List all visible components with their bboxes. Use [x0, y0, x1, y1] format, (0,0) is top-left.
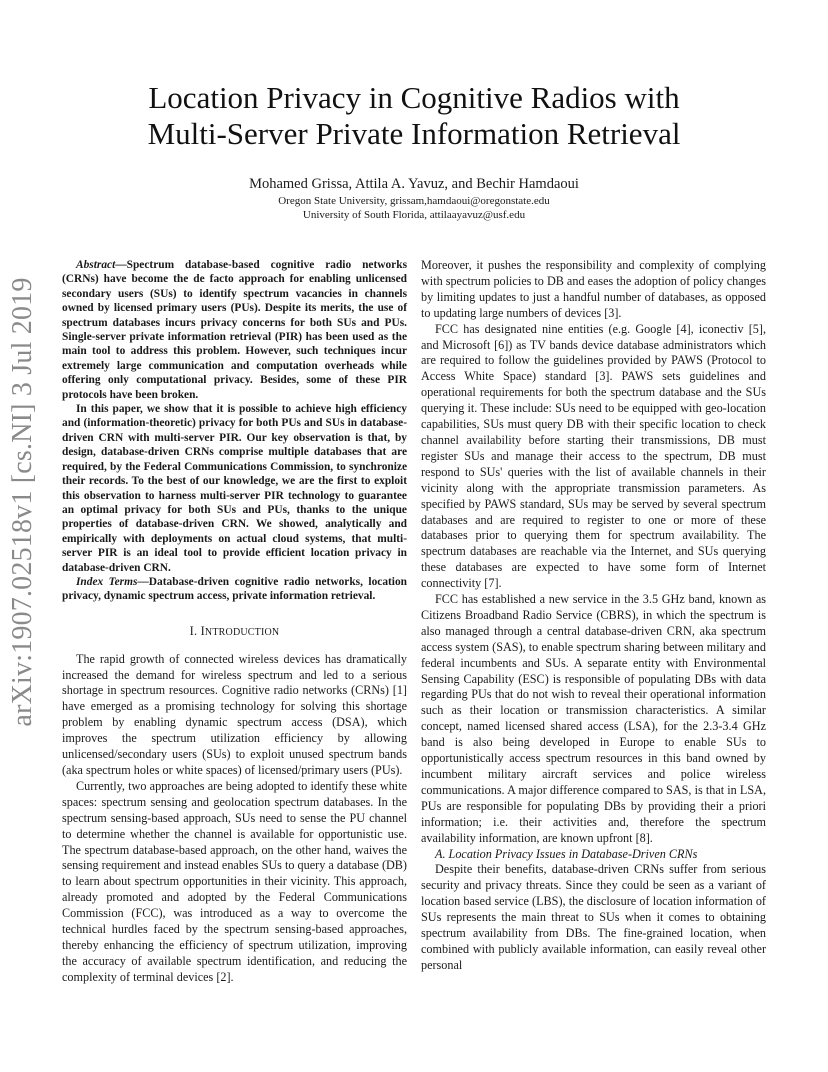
abstract-paragraph-1: —Spectrum database-based cognitive radio networks (CRNs) have become the de facto approach for enabling unlicensed secondary users (SUs) to identify spectrum vacancies in channels owned by licensed primary users (PUs). Despite its merits, the use of spectrum databases incurs privacy concerns for both SUs and PUs. Single-server private information retrieval (PIR) has been used as the main tool to address this problem. However, such techniques incur extremely large communication and computation overheads while offering only computational privacy. Besides, some of these PIR protocols have been broken. [62, 259, 407, 401]
subsection-heading-location-privacy: A. Location Privacy Issues in Database-Driven CRNs [435, 846, 698, 861]
intro-paragraph-2: Currently, two approaches are being adopted to identify these white spaces: spectrum sensing and geolocation spectrum databases. In the spectrum sensing-based approach, SUs need to sense the PU channel to determine whether the channel is available for opportunistic use. The spectrum database-based approach, on the other hand, waives the sensing requirement and instead enables SUs to query a database (DB) to learn about spectrum opportunities in their vicinity. This approach, already promoted and adopted by the Federal Communications Commission (FCC), was introduced as a way to overcome the technical hurdles faced by the spectrum sensing-based approaches, thereby enhancing the efficiency of spectrum utilization, improving the accuracy of available spectrum identification, and reducing the complexity of terminal devices [2]. [62, 778, 407, 984]
affiliation-1: Oregon State University, grissam,hamdaoui@oregonstate.edu [278, 195, 550, 207]
abstract-label: Abstract [76, 259, 116, 271]
intro-paragraph-1: The rapid growth of connected wireless devices has dramatically increased the demand for wireless spectrum and led to a serious shortage in spectrum resources. Cognitive radio networks (CRNs) [1] have emerged as a promising technology for solving this shortage problem by enabling dynamic spectrum access (DSA), which improves the spectrum utilization efficiency by allowing unlicensed/secondary users (SUs) to exploit unused spectrum bands (aka spectrum holes or white spaces) of licensed/primary users (PUs). [62, 651, 407, 777]
authors: Mohamed Grissa, Attila A. Yavuz, and Bechir Hamdaoui [249, 176, 579, 192]
section-heading-introduction: I. INTRODUCTION [189, 623, 280, 638]
right-paragraph-1: Moreover, it pushes the responsibility and complexity of complying with spectrum policies to DB and eases the adoption of policy changes by limiting updates to just a handful number of databases, as opposed to updating large numbers of devices [3]. [421, 258, 766, 320]
abstract [62, 258, 407, 604]
title-line-2: Multi-Server Private Information Retrieval [147, 116, 681, 151]
title-line-1: Location Privacy in Cognitive Radios with [148, 80, 680, 115]
arxiv-stamp-text: arXiv:1907.02518v1 [cs.NI] 3 Jul 2019 [7, 277, 38, 727]
index-terms-label: Index Terms [76, 575, 138, 588]
index-terms: —Database-driven cognitive radio networks, location privacy, dynamic spectrum access, private information retrieval. [62, 575, 407, 603]
arxiv-stamp [4, 277, 42, 727]
left-column [62, 258, 407, 986]
abstract-paragraph-2: In this paper, we show that it is possible to achieve high efficiency and (information-theoretic) privacy for both PUs and SUs in database-driven CRN with multi-server PIR. Our key observation is that, by design, database-driven CRNs comprise multiple databases that are required, by the Federal Communications Commission, to synchronize their records. To the best of our knowledge, we are the first to exploit this observation to harness multi-server PIR technology to guarantee an optimal privacy for both SUs and PUs, thanks to the unique properties of database-driven CRN. We showed, analytically and empirically with deployments on actual cloud systems, that multi-server PIR is an ideal tool to provide efficient location privacy in database-driven CRN. [62, 403, 407, 574]
paper-title [60, 80, 768, 152]
right-paragraph-4: Despite their benefits, database-driven CRNs suffer from serious security and privacy threats. Since they could be seen as a variant of location based service (LBS), the disclosure of location information of SUs represents the main threat to SUs when it comes to obtaining spectrum availability from DBs. The fine-grained location, when combined with publicly available information, can easily reveal other personal [421, 862, 766, 972]
right-paragraph-3: FCC has established a new service in the 3.5 GHz band, known as Citizens Broadband Radio Service (CBRS), in which the spectrum is also managed through a central database-driven CRN, aka spectrum access system (SAS), to enable spectrum sharing between military and federal incumbents and SUs. A separate entity with Environmental Sensing Capability (ESC) is responsible of populating DBs with data regarding PUs that do not wish to reveal their operational information such as their location or transmission characteristics. A similar concept, named licensed shared access (LSA), for the 2.3-3.4 GHz band is also being developed in Europe to enable SUs to opportunistically access spectrum resources in this band owned by incumbent military aircraft services and police wireless communications. A major difference compared to SAS, is that in LSA, PUs are responsible for populating DBs by providing their a priori information; i.e. their activities and, therefore the spectrum availability information, are known upfront [8]. [421, 592, 766, 845]
right-column [421, 258, 766, 974]
affiliation-2: University of South Florida, attilaayavuz@usf.edu [302, 209, 526, 221]
right-paragraph-2: FCC has designated nine entities (e.g. Google [4], iconectiv [5], and Microsoft [6]) as TV bands device database administrators which are required to follow the guidelines provided by PAWS (Protocol to Access White Space) standard [3]. PAWS sets guidelines and operational requirements for both the spectrum database and the SUs querying it. These include: SUs need to be equipped with geo-location capabilities, SUs must query DB with their specific location to check channel availability before starting their transmissions, DB must register SUs and manage their access to the spectrum, DB must respond to SUs' queries with the list of available channels in their vicinity along with the appropriate transmission parameters. As specified by PAWS standard, SUs may be served by several spectrum databases and are required to register to one or more of these databases prior to querying them for spectrum availability. The spectrum databases are reachable via the Internet, and SUs querying these databases are expected to have some form of Internet connectivity [7]. [421, 321, 766, 591]
